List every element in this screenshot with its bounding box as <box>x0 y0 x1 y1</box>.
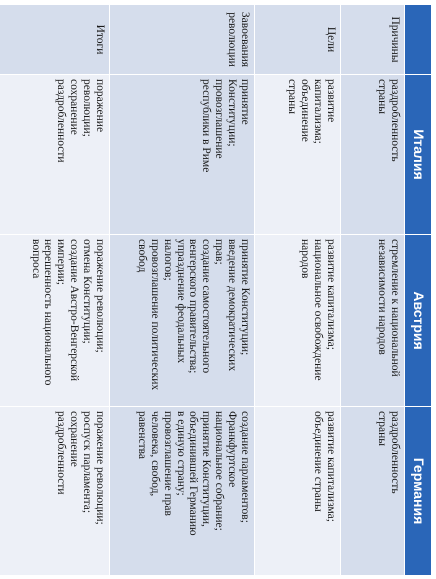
row-label-results: Итоги <box>0 5 110 75</box>
header-germany: Германия <box>405 407 432 576</box>
cell-line: вопроса <box>29 239 42 279</box>
header-corner <box>405 5 432 75</box>
table-body <box>0 5 405 576</box>
cell-line: страны <box>376 411 389 447</box>
cell-line: объединение <box>299 79 312 142</box>
row-label-goals: Цели <box>255 5 341 75</box>
cell-line: сохранение <box>68 411 81 467</box>
cell-austria-results <box>0 235 110 407</box>
cell-line: принятие Конституции, <box>200 411 213 527</box>
cell-line: отмена Конституции; <box>81 239 94 344</box>
cell-germany-achievements <box>110 407 255 576</box>
cell-line: национальное освобождение <box>312 239 325 381</box>
cell-line: упразднение феодальных <box>174 239 187 364</box>
row-label-achievements: Завоевания революции <box>110 5 255 75</box>
cell-line: венгерского правительства; <box>187 239 200 374</box>
header-austria: Австрия <box>405 235 432 407</box>
cell-line: стремление к национальной <box>389 239 401 377</box>
cell-italy-causes <box>341 75 405 235</box>
cell-line: нерешенность национального <box>42 239 55 386</box>
cell-line: империи; <box>55 239 68 285</box>
cell-line: прав; <box>213 239 226 265</box>
cell-line: объединение страны <box>312 411 325 512</box>
cell-line: развитие <box>325 79 337 123</box>
cell-line: поражение революции; <box>94 239 106 353</box>
cell-line: раздробленность <box>389 411 401 494</box>
cell-italy-results <box>0 75 110 235</box>
cell-line: национальное собрание; <box>213 411 226 531</box>
table-row-results <box>0 5 110 576</box>
cell-line: свобод <box>136 239 148 273</box>
cell-line: сохранение <box>68 79 81 135</box>
cell-line: роспуск парламента; <box>81 411 94 514</box>
cell-line: раздробленность <box>389 79 401 162</box>
cell-line: создание Австро-Венгерской <box>68 239 81 382</box>
table-row-goals <box>255 5 341 576</box>
cell-line: создание парламентов; <box>239 411 251 523</box>
cell-line: провозглашение <box>213 79 226 159</box>
cell-austria-causes <box>341 235 405 407</box>
cell-line: развитие капитализма; <box>325 239 337 350</box>
cell-austria-goals <box>255 235 341 407</box>
cell-line: независимости народов <box>376 239 389 355</box>
cell-line: объединившей Германию <box>187 411 200 536</box>
cell-line: равенства <box>136 411 148 459</box>
header-italy: Италия <box>405 75 432 235</box>
row-label-causes: Причины <box>341 5 405 75</box>
cell-italy-achievements <box>110 75 255 235</box>
cell-line: поражение <box>94 79 106 133</box>
cell-line: народов <box>299 239 312 279</box>
cell-line: поражение революции; <box>94 411 106 525</box>
header-row <box>405 5 432 576</box>
cell-line: раздробленности <box>55 411 68 495</box>
table-row-achievements <box>110 5 255 576</box>
cell-line: капитализма; <box>312 79 325 144</box>
cell-line: провозглашение прав <box>161 411 174 516</box>
cell-line: революции; <box>81 79 94 137</box>
cell-line: развитие капитализма; <box>325 411 337 522</box>
cell-line: страны <box>376 79 389 115</box>
cell-austria-achievements <box>110 235 255 407</box>
cell-line: республики в Риме <box>200 79 213 173</box>
cell-line: человека, свобод, <box>148 411 161 497</box>
cell-line: принятие <box>239 79 251 125</box>
revolution-comparison-table <box>0 4 432 576</box>
cell-germany-causes <box>341 407 405 576</box>
cell-italy-goals <box>255 75 341 235</box>
cell-line: провозглашение политических <box>148 239 161 391</box>
cell-germany-goals <box>255 407 341 576</box>
cell-line: принятие Конституции; <box>239 239 251 356</box>
cell-line: Конституции; <box>226 79 239 147</box>
cell-germany-results <box>0 407 110 576</box>
cell-line: Франкфуртское <box>226 411 239 488</box>
cell-line: страны <box>286 79 299 115</box>
cell-line: налогов; <box>161 239 174 281</box>
cell-line: раздробленности <box>55 79 68 163</box>
cell-line: в единую страну; <box>174 411 187 496</box>
cell-line: создание самостоятельного <box>200 239 213 374</box>
table-row-causes <box>341 5 405 576</box>
cell-line: введение демократических <box>226 239 239 372</box>
